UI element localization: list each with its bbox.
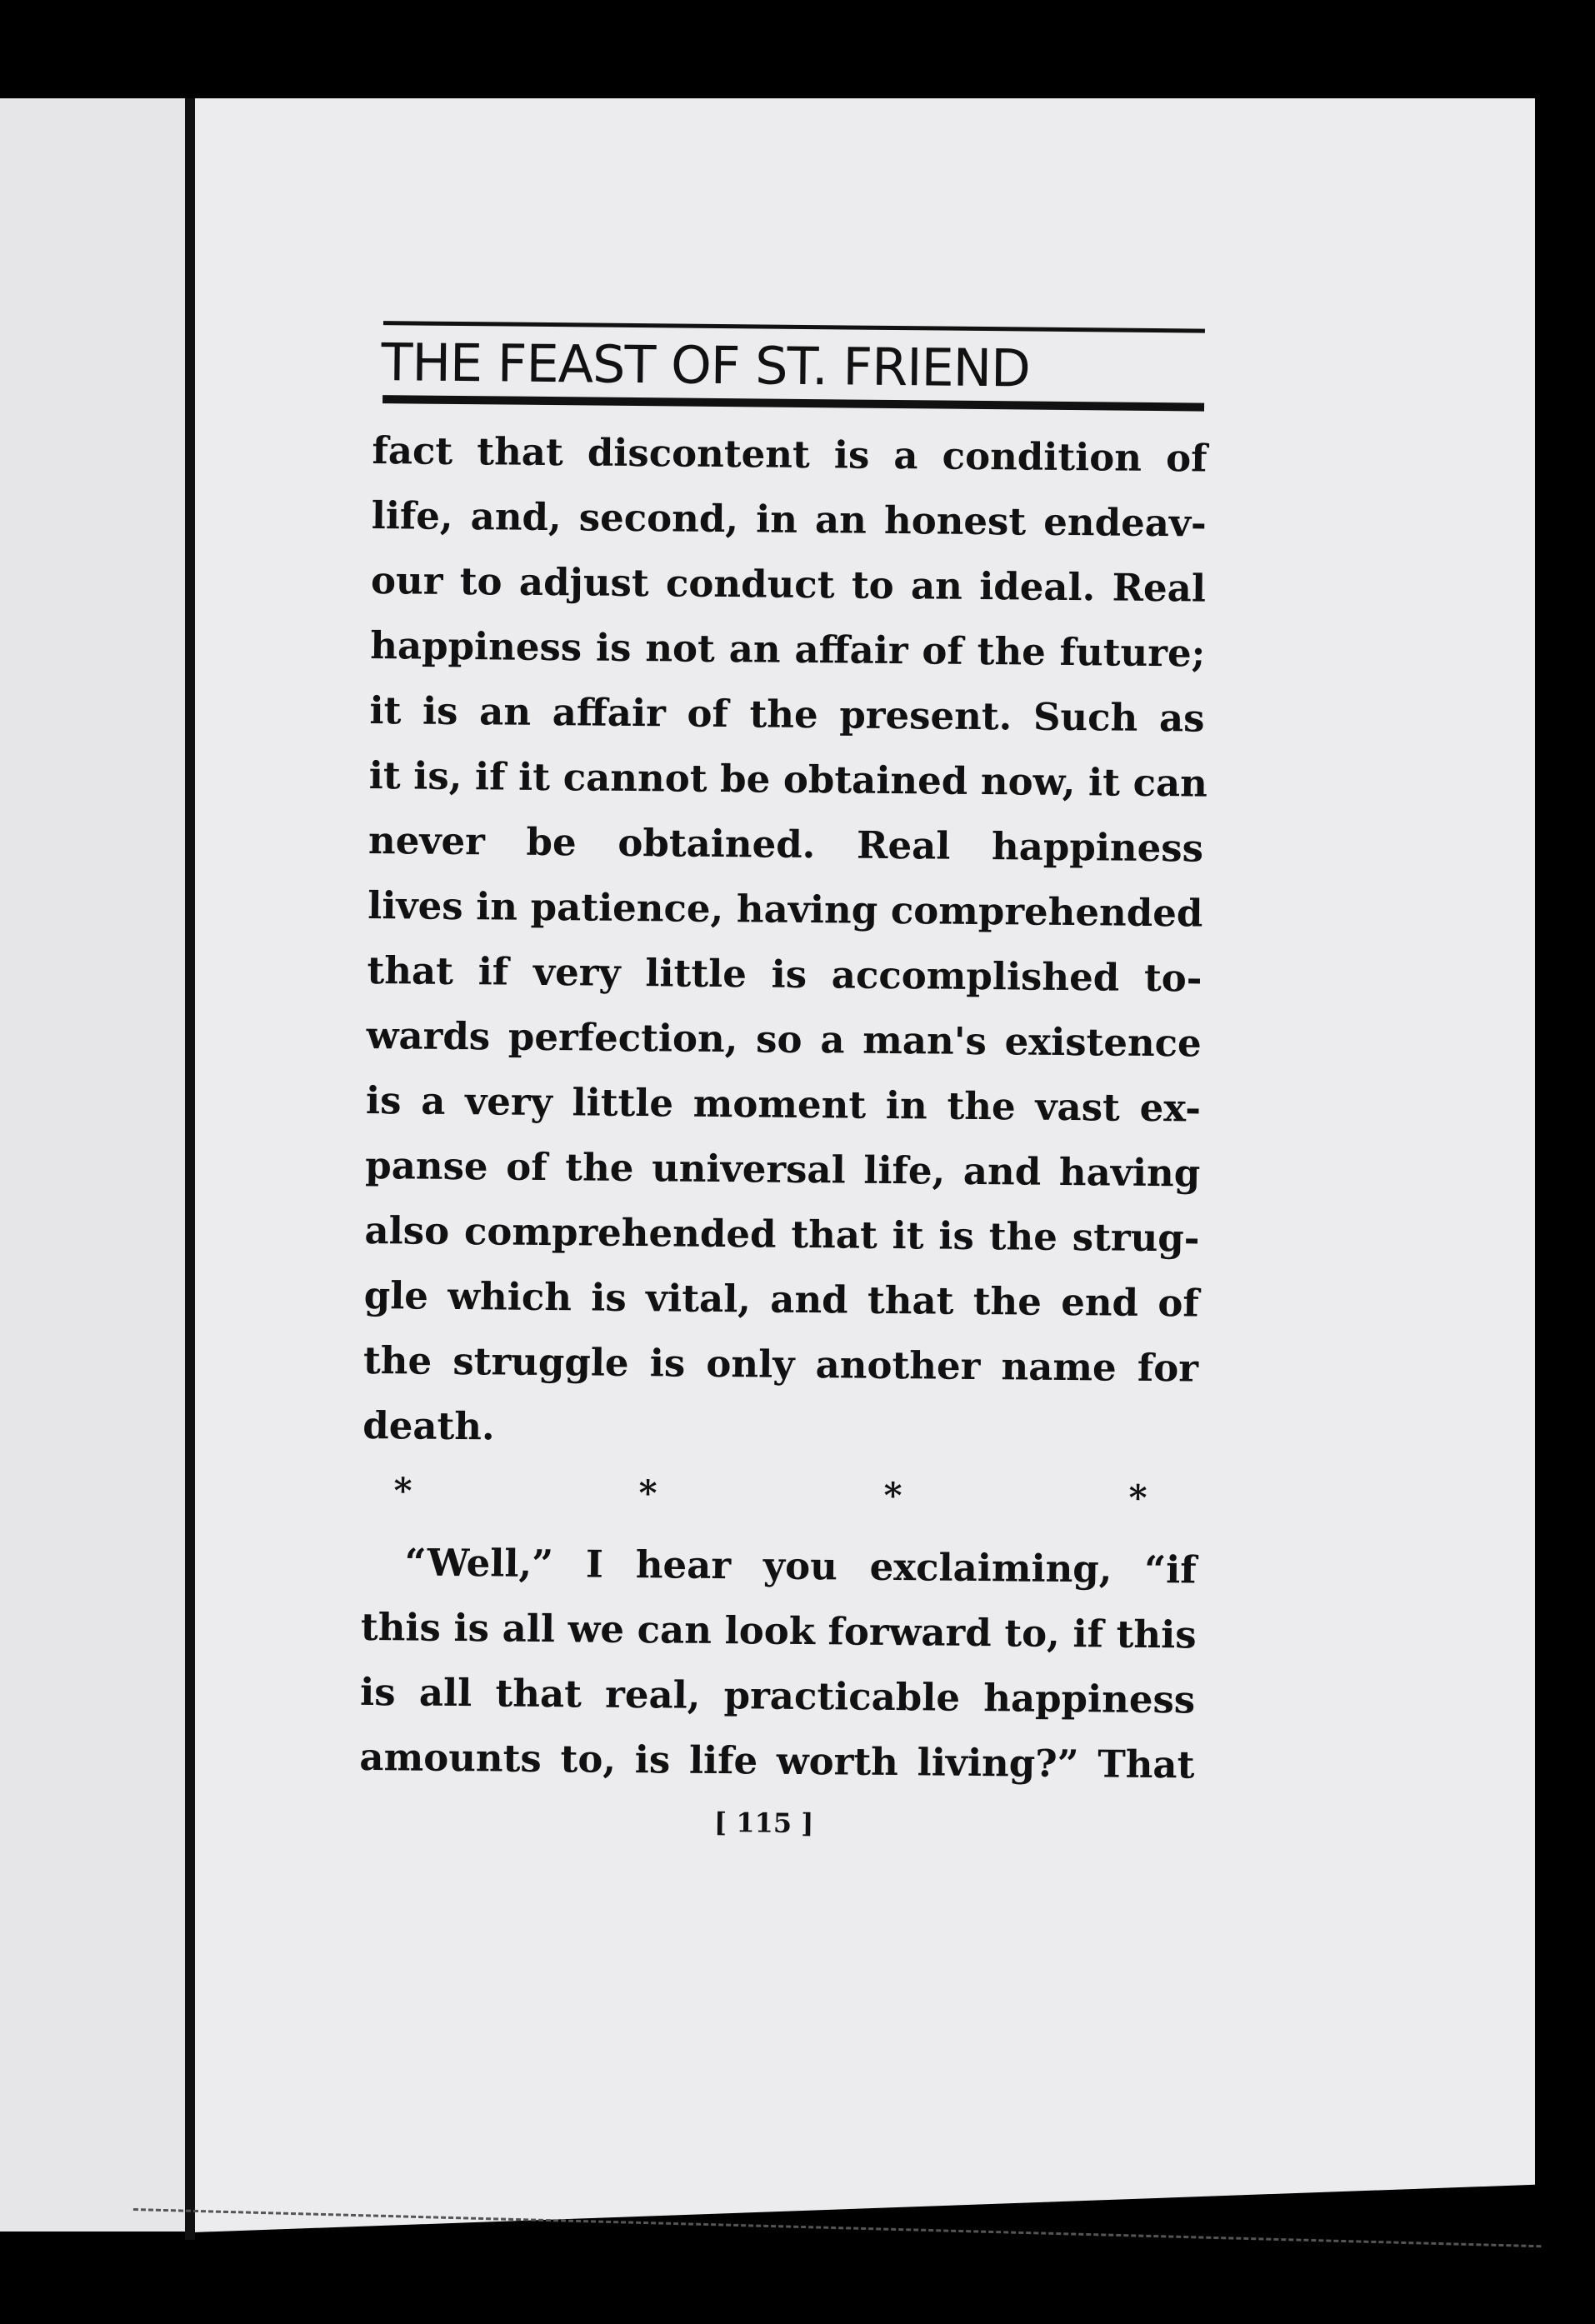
asterisk: * [638, 1472, 658, 1514]
text-line: this is all we can look forward to, if this [360, 1604, 1197, 1657]
text-line: happiness is not an affair of the future; [370, 622, 1206, 676]
text-line: the struggle is only another name for [362, 1337, 1199, 1391]
page-text-block [359, 321, 1208, 1843]
text-line: that if very little is accomplished to- [367, 947, 1202, 1001]
text-line: fact that discontent is a condition of [372, 427, 1208, 481]
section-separator [362, 1458, 1198, 1532]
paragraph-1 [362, 418, 1208, 1467]
asterisk: * [883, 1474, 902, 1517]
book-spine-shadow [185, 98, 195, 2240]
text-line: it is an affair of the present. Such as [369, 687, 1205, 741]
text-line: life, and, second, in an honest endeav- [371, 492, 1207, 546]
left-page-edge [0, 98, 193, 2232]
text-line: death. [362, 1402, 495, 1449]
running-header: THE FEAST OF ST. FRIEND [381, 332, 1031, 399]
text-line: our to adjust conduct to an ideal. Real [370, 557, 1207, 611]
text-line: is all that real, practicable happiness [359, 1669, 1196, 1722]
asterisk: * [393, 1470, 412, 1512]
text-line: also comprehended that it is the strug- [364, 1207, 1200, 1261]
paragraph-2 [359, 1530, 1197, 1798]
text-line: lives in patience, having comprehended [368, 882, 1203, 936]
asterisk: * [1128, 1477, 1148, 1518]
page-number: [ 115 ] [713, 1807, 814, 1840]
text-line: wards perfection, so a man's existence [366, 1012, 1202, 1066]
text-line: panse of the universal life, and having [365, 1142, 1201, 1196]
text-line: is a very little moment in the vast ex- [365, 1077, 1202, 1131]
page-bottom-edge [133, 2208, 1542, 2251]
text-line: amounts to, is life worth living?” That [359, 1734, 1195, 1787]
text-line: never be obtained. Real happiness [368, 817, 1204, 871]
text-line: “Well,” I hear you exclaiming, “if [404, 1540, 1197, 1592]
text-line: gle which is vital, and that the end of [363, 1272, 1199, 1326]
text-line: it is, if it cannot be obtained now, it can [368, 752, 1208, 806]
